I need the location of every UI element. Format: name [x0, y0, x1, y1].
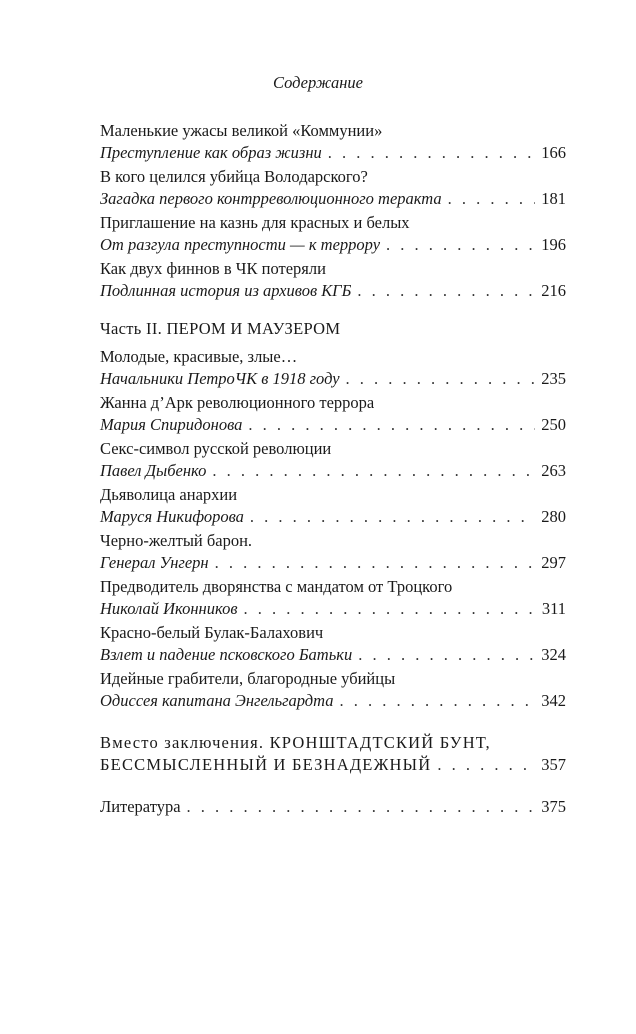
entry-heading: Предводитель дворянства с мандатом от Троцкого	[100, 577, 453, 596]
toc-entry[interactable]	[100, 392, 566, 436]
page-number: 196	[541, 235, 566, 254]
entry-subtitle-line	[100, 552, 566, 574]
dot-leader	[328, 142, 535, 164]
dot-leader	[386, 234, 535, 256]
part-heading[interactable]: Часть II. ПЕРОМ И МАУЗЕРОМ	[100, 319, 341, 338]
page-number: 297	[541, 553, 566, 572]
entry-heading: Секс-символ русской революции	[100, 439, 332, 458]
toc-entry[interactable]	[100, 622, 566, 666]
dot-leader	[340, 690, 536, 712]
page-number: 263	[541, 461, 566, 480]
entry-subtitle-line	[100, 234, 566, 256]
dot-leader	[437, 754, 535, 776]
dot-leader	[358, 644, 535, 666]
entry-heading: В кого целился убийца Володарского?	[100, 167, 368, 186]
page-number: 216	[541, 281, 566, 300]
toc-entry[interactable]	[100, 576, 566, 620]
entry-subtitle-line	[100, 368, 566, 390]
entry-subtitle: Павел Дыбенко	[100, 461, 207, 480]
entry-heading: Маленькие ужасы великой «Коммунии»	[100, 121, 383, 140]
dot-leader	[346, 368, 536, 390]
entry-subtitle: От разгула преступности — к террору	[100, 235, 381, 254]
page-number: 280	[541, 507, 566, 526]
toc-entry-literature[interactable]	[100, 796, 566, 818]
dot-leader	[248, 414, 535, 436]
page-number: 342	[541, 691, 566, 710]
dot-leader	[448, 188, 536, 210]
entry-heading: Красно-белый Булак-Балахович	[100, 623, 324, 642]
entry-subtitle-line	[100, 644, 566, 666]
entry-heading: Черно-желтый барон.	[100, 531, 253, 550]
toc-entry[interactable]	[100, 484, 566, 528]
toc-entry[interactable]	[100, 212, 566, 256]
entry-subtitle: Начальники ПетроЧК в 1918 году	[100, 369, 340, 388]
toc-entry[interactable]	[100, 120, 566, 164]
table-of-contents	[100, 120, 566, 818]
entry-subtitle: Преступление как образ жизни	[100, 143, 322, 162]
page-number: 235	[541, 369, 566, 388]
entry-heading: Молодые, красивые, злые…	[100, 347, 298, 366]
page-number: 181	[541, 189, 566, 208]
section-spacer	[100, 778, 566, 796]
literature-label: Литература	[100, 797, 181, 816]
entry-heading: Как двух финнов в ЧК потеряли	[100, 259, 326, 278]
entry-subtitle: Маруся Никифорова	[100, 507, 244, 526]
toc-entry[interactable]	[100, 668, 566, 712]
conclusion-heading: Вместо заключения. КРОНШТАДТСКИЙ БУНТ,	[100, 733, 491, 752]
entry-subtitle: Одиссея капитана Энгельгардта	[100, 691, 334, 710]
dot-leader	[250, 506, 535, 528]
entry-subtitle: Мария Спиридонова	[100, 415, 243, 434]
section-spacer	[100, 714, 566, 732]
page-number: 311	[541, 599, 566, 618]
dot-leader	[244, 598, 536, 620]
toc-entry[interactable]	[100, 530, 566, 574]
entry-subtitle-line	[100, 188, 566, 210]
toc-entry-conclusion[interactable]	[100, 732, 566, 776]
entry-subtitle-line	[100, 506, 566, 528]
conclusion-line	[100, 754, 566, 776]
entry-subtitle-line	[100, 142, 566, 164]
entry-subtitle: Загадка первого контрреволюционного теракта	[100, 189, 442, 208]
toc-entry[interactable]	[100, 258, 566, 302]
entry-subtitle: Взлет и падение псковского Батьки	[100, 645, 353, 664]
page-title: Содержание	[272, 73, 363, 92]
page-number: 250	[541, 415, 566, 434]
entry-subtitle: Николай Иконников	[100, 599, 238, 618]
dot-leader	[215, 552, 536, 574]
entry-subtitle-line	[100, 414, 566, 436]
page-number: 357	[541, 755, 566, 774]
dot-leader	[212, 460, 535, 482]
entry-subtitle: Генерал Унгерн	[100, 553, 209, 572]
dot-leader	[187, 796, 536, 818]
conclusion-heading-continued: БЕССМЫСЛЕННЫЙ И БЕЗНАДЕЖНЫЙ	[100, 755, 432, 774]
toc-entry[interactable]	[100, 438, 566, 482]
entry-subtitle-line	[100, 598, 566, 620]
dot-leader	[357, 280, 535, 302]
entry-subtitle-line	[100, 690, 566, 712]
entry-subtitle-line	[100, 460, 566, 482]
page-number: 166	[541, 143, 566, 162]
entry-heading: Приглашение на казнь для красных и белых	[100, 213, 410, 232]
page-number: 375	[541, 797, 566, 816]
page-number: 324	[541, 645, 566, 664]
toc-entry[interactable]	[100, 166, 566, 210]
entry-heading: Идейные грабители, благородные убийцы	[100, 669, 396, 688]
entry-heading: Дьяволица анархии	[100, 485, 238, 504]
literature-line	[100, 796, 566, 818]
entry-subtitle: Подлинная история из архивов КГБ	[100, 281, 352, 300]
toc-entry[interactable]	[100, 346, 566, 390]
entry-subtitle-line	[100, 280, 566, 302]
entry-heading: Жанна д’Арк революционного террора	[100, 393, 375, 412]
